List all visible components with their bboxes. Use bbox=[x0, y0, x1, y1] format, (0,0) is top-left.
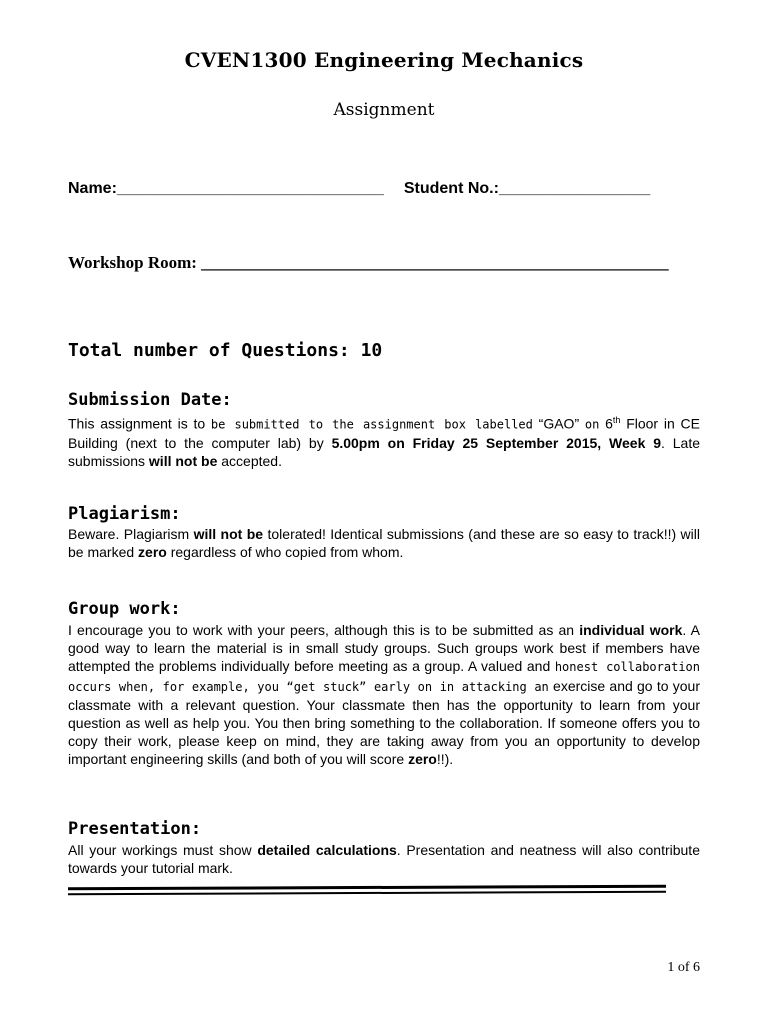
presentation-paragraph: All your workings must show detailed calculations. Presentation and neatness will also contribute towards your tutorial mark. bbox=[68, 842, 700, 877]
group-work-paragraph: I encourage you to work with your peers, although this is to be submitted as an individual work. A good way to learn the material is in small study groups. Such groups work best if members have attempted the problems individually before meeting as a group. A valued and honest collaboration occurs when, for example, you “get stuck” early on in attacking an exercise and go to your classmate with a relevant question. Your classmate then has the opportunity to learn from your question as well as help you. You then bring something to the collaboration. If someone offers you to copy their work, please keep on mind, they are taking away from you an opportunity to develop important engineering skills (and both of you will score zero!!). bbox=[68, 622, 701, 768]
questions-heading: Total number of Questions: 10 bbox=[68, 340, 383, 361]
name-student-row bbox=[68, 180, 708, 198]
page-number: 1 of 6 bbox=[667, 960, 700, 975]
divider-line-thin bbox=[68, 891, 666, 895]
submission-paragraph: This assignment is to be submitted to the assignment box labelled “GAO” on 6th Floor in CE Building (next to the computer lab) by 5.00pm on Friday 25 September 2015, Week 9. Late submissions will not be accepted. bbox=[68, 415, 700, 470]
group-work-heading: Group work: bbox=[68, 599, 181, 619]
plagiarism-heading: Plagiarism: bbox=[68, 504, 181, 524]
workshop-room-field: Workshop Room: _______________________________________________________ bbox=[68, 253, 669, 272]
submission-heading: Submission Date: bbox=[68, 390, 232, 410]
divider-line-thick bbox=[68, 885, 666, 891]
presentation-heading: Presentation: bbox=[68, 819, 202, 839]
document-title: CVEN1300 Engineering Mechanics bbox=[184, 48, 584, 72]
plagiarism-paragraph: Beware. Plagiarism will not be tolerated! Identical submissions (and these are so easy to track!!) will be marked zero regardless of who copied from whom. bbox=[68, 526, 700, 561]
name-field: Name:______________________________ bbox=[68, 180, 384, 197]
document-subtitle: Assignment bbox=[333, 100, 435, 120]
student-number-field: Student No.:_________________ bbox=[403, 180, 651, 197]
